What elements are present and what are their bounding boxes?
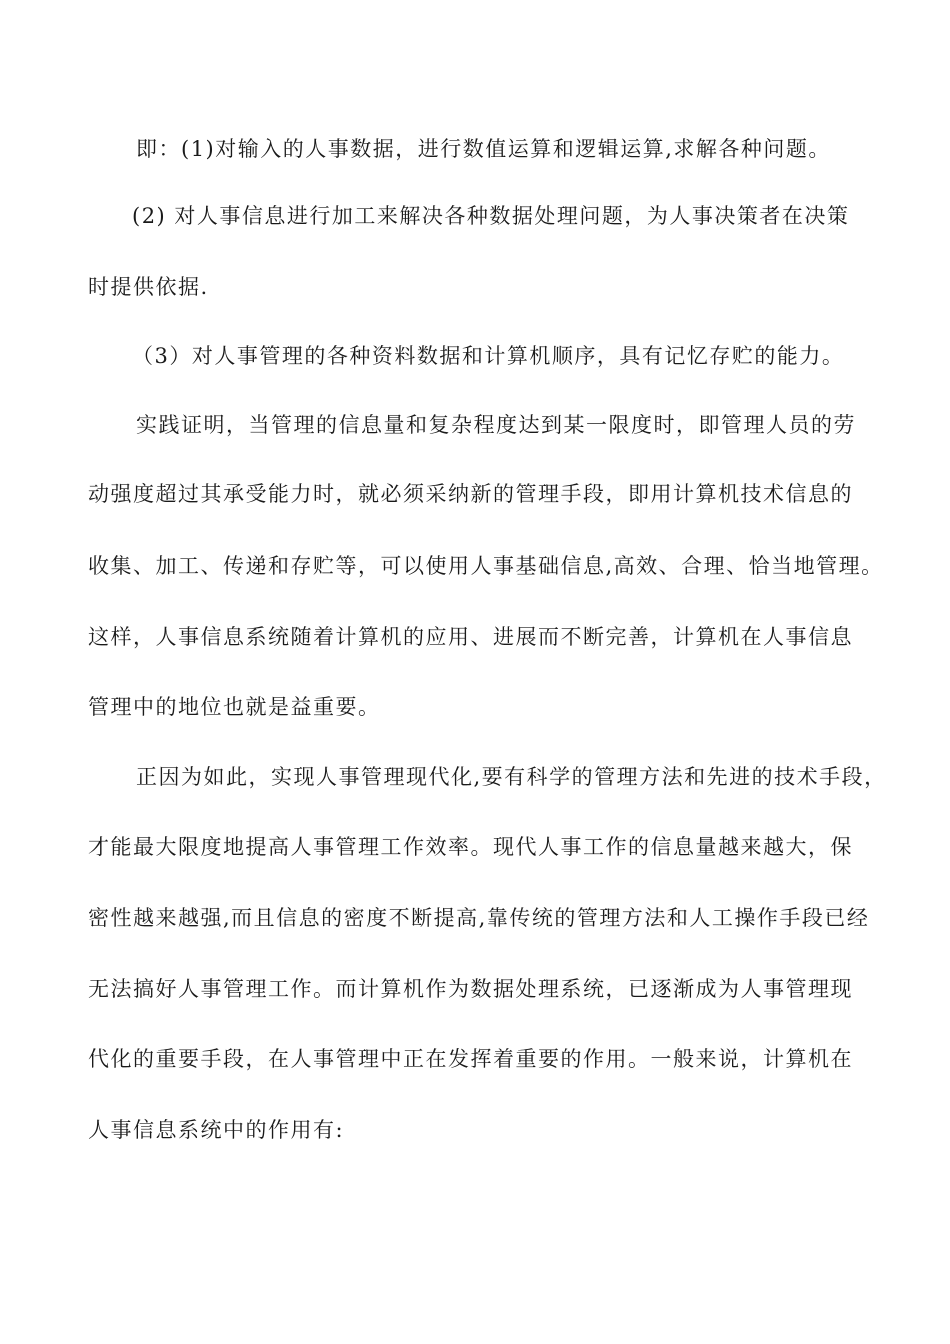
paragraph-line-9: 管理中的地位也就是益重要。 — [88, 695, 381, 719]
paragraph-line-7: 收集、加工、传递和存贮等，可以使用人事基础信息,高效、合理、恰当地管理。 — [88, 554, 884, 578]
paragraph-line-13: 无法搞好人事管理工作。而计算机作为数据处理系统，已逐渐成为人事管理现 — [88, 977, 853, 1001]
paragraph-line-8: 这样，人事信息系统随着计算机的应用、进展而不断完善，计算机在人事信息 — [88, 625, 853, 649]
paragraph-line-11: 才能最大限度地提高人事管理工作效率。现代人事工作的信息量越来越大，保 — [88, 835, 853, 859]
paragraph-line-2: (2) 对人事信息进行加工来解决各种数据处理问题，为人事决策者在决策 — [132, 204, 850, 228]
paragraph-line-3: 时提供依据. — [88, 275, 209, 299]
paragraph-line-4: （3）对人事管理的各种资料数据和计算机顺序，具有记忆存贮的能力。 — [132, 344, 845, 368]
paragraph-line-12: 密性越来越强,而且信息的密度不断提高,靠传统的管理方法和人工操作手段已经 — [88, 906, 870, 930]
paragraph-line-14: 代化的重要手段，在人事管理中正在发挥着重要的作用。一般来说，计算机在 — [88, 1047, 853, 1071]
paragraph-line-6: 动强度超过其承受能力时，就必须采纳新的管理手段，即用计算机技术信息的 — [88, 482, 853, 506]
paragraph-line-1: 即：(1)对输入的人事数据，进行数值运算和逻辑运算,求解各种问题。 — [136, 137, 831, 161]
paragraph-line-15: 人事信息系统中的作用有: — [88, 1118, 345, 1142]
paragraph-line-10: 正因为如此，实现人事管理现代化,要有科学的管理方法和先进的技术手段， — [136, 765, 887, 789]
paragraph-line-5: 实践证明，当管理的信息量和复杂程度达到某一限度时，即管理人员的劳 — [136, 413, 856, 437]
